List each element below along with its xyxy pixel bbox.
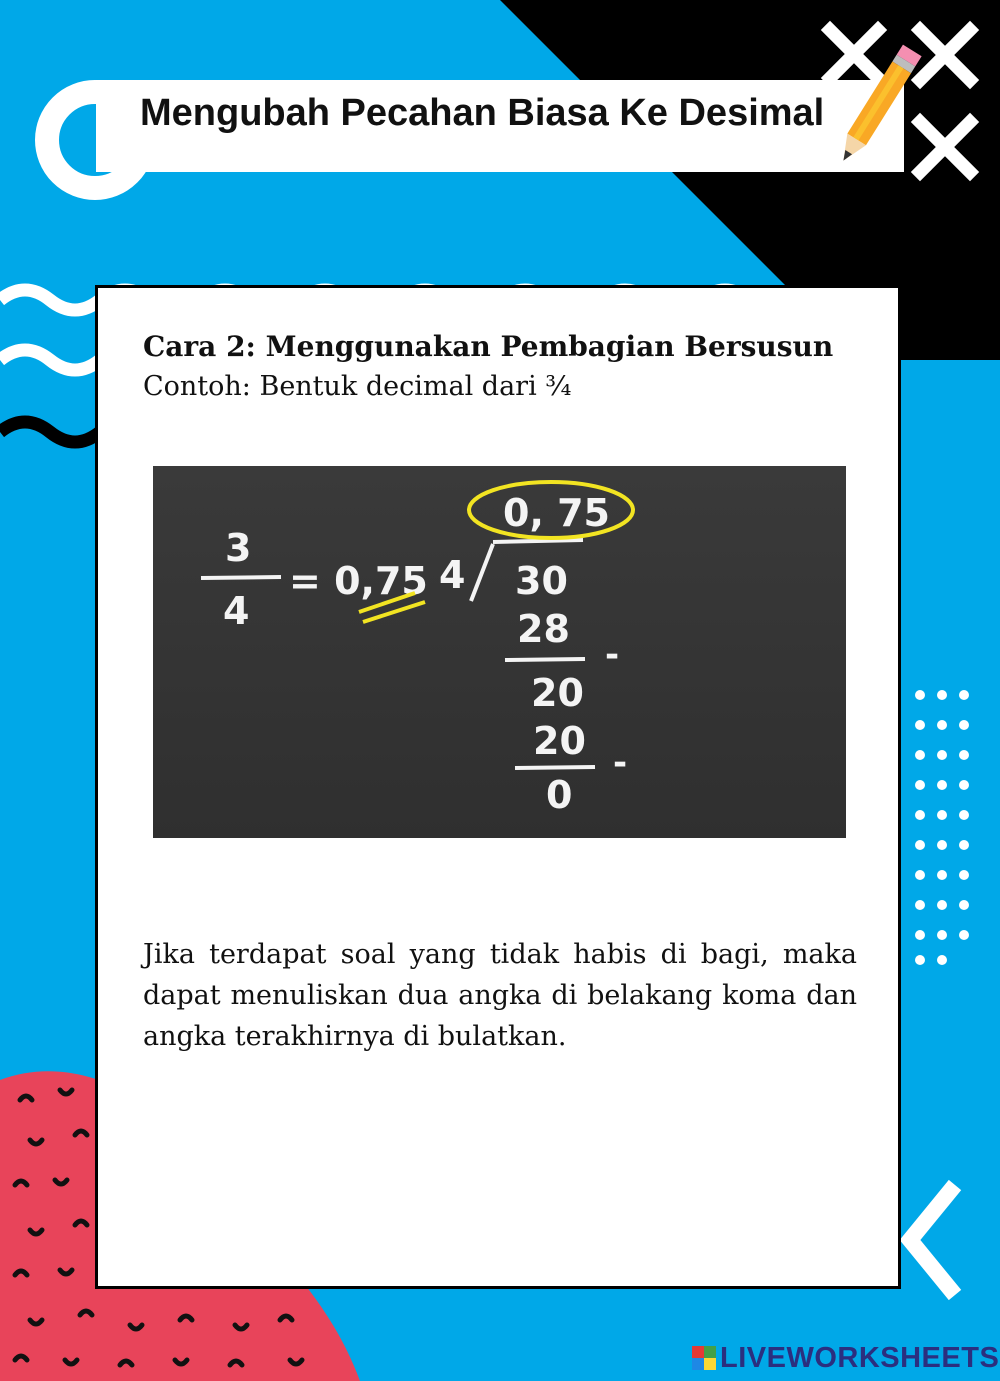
fraction-numerator: 3 [225, 526, 252, 570]
quotient: 0, 75 [503, 491, 610, 535]
section-heading: Cara 2: Menggunakan Pembagian Bersusun [143, 330, 834, 363]
step1: 28 [517, 607, 570, 651]
pencil-icon [832, 30, 922, 180]
dividend: 30 [515, 559, 568, 603]
remainder2: 0 [546, 773, 573, 817]
equals-result: = 0,75 [289, 559, 428, 603]
liveworksheets-icon [692, 1346, 716, 1370]
minus-sign-2: - [613, 743, 628, 783]
fraction-denominator: 4 [223, 589, 250, 633]
brand-logo [692, 1342, 999, 1374]
example-subheading: Contoh: Bentuk decimal dari ¾ [143, 371, 572, 402]
divisor: 4 [439, 553, 466, 597]
page-title: Mengubah Pecahan Biasa Ke Desimal [140, 92, 825, 134]
chalkboard-image [153, 466, 846, 838]
brand-name: LIVEWORKSHEETS [720, 1341, 1000, 1374]
explanation-paragraph: Jika terdapat soal yang tidak habis di bagi, maka dapat menuliskan dua angka di belakang koma dan angka terakhirnya di bulatkan. [143, 939, 857, 1052]
step2: 20 [533, 719, 586, 763]
remainder1: 20 [531, 671, 584, 715]
minus-sign-1: - [605, 635, 620, 675]
